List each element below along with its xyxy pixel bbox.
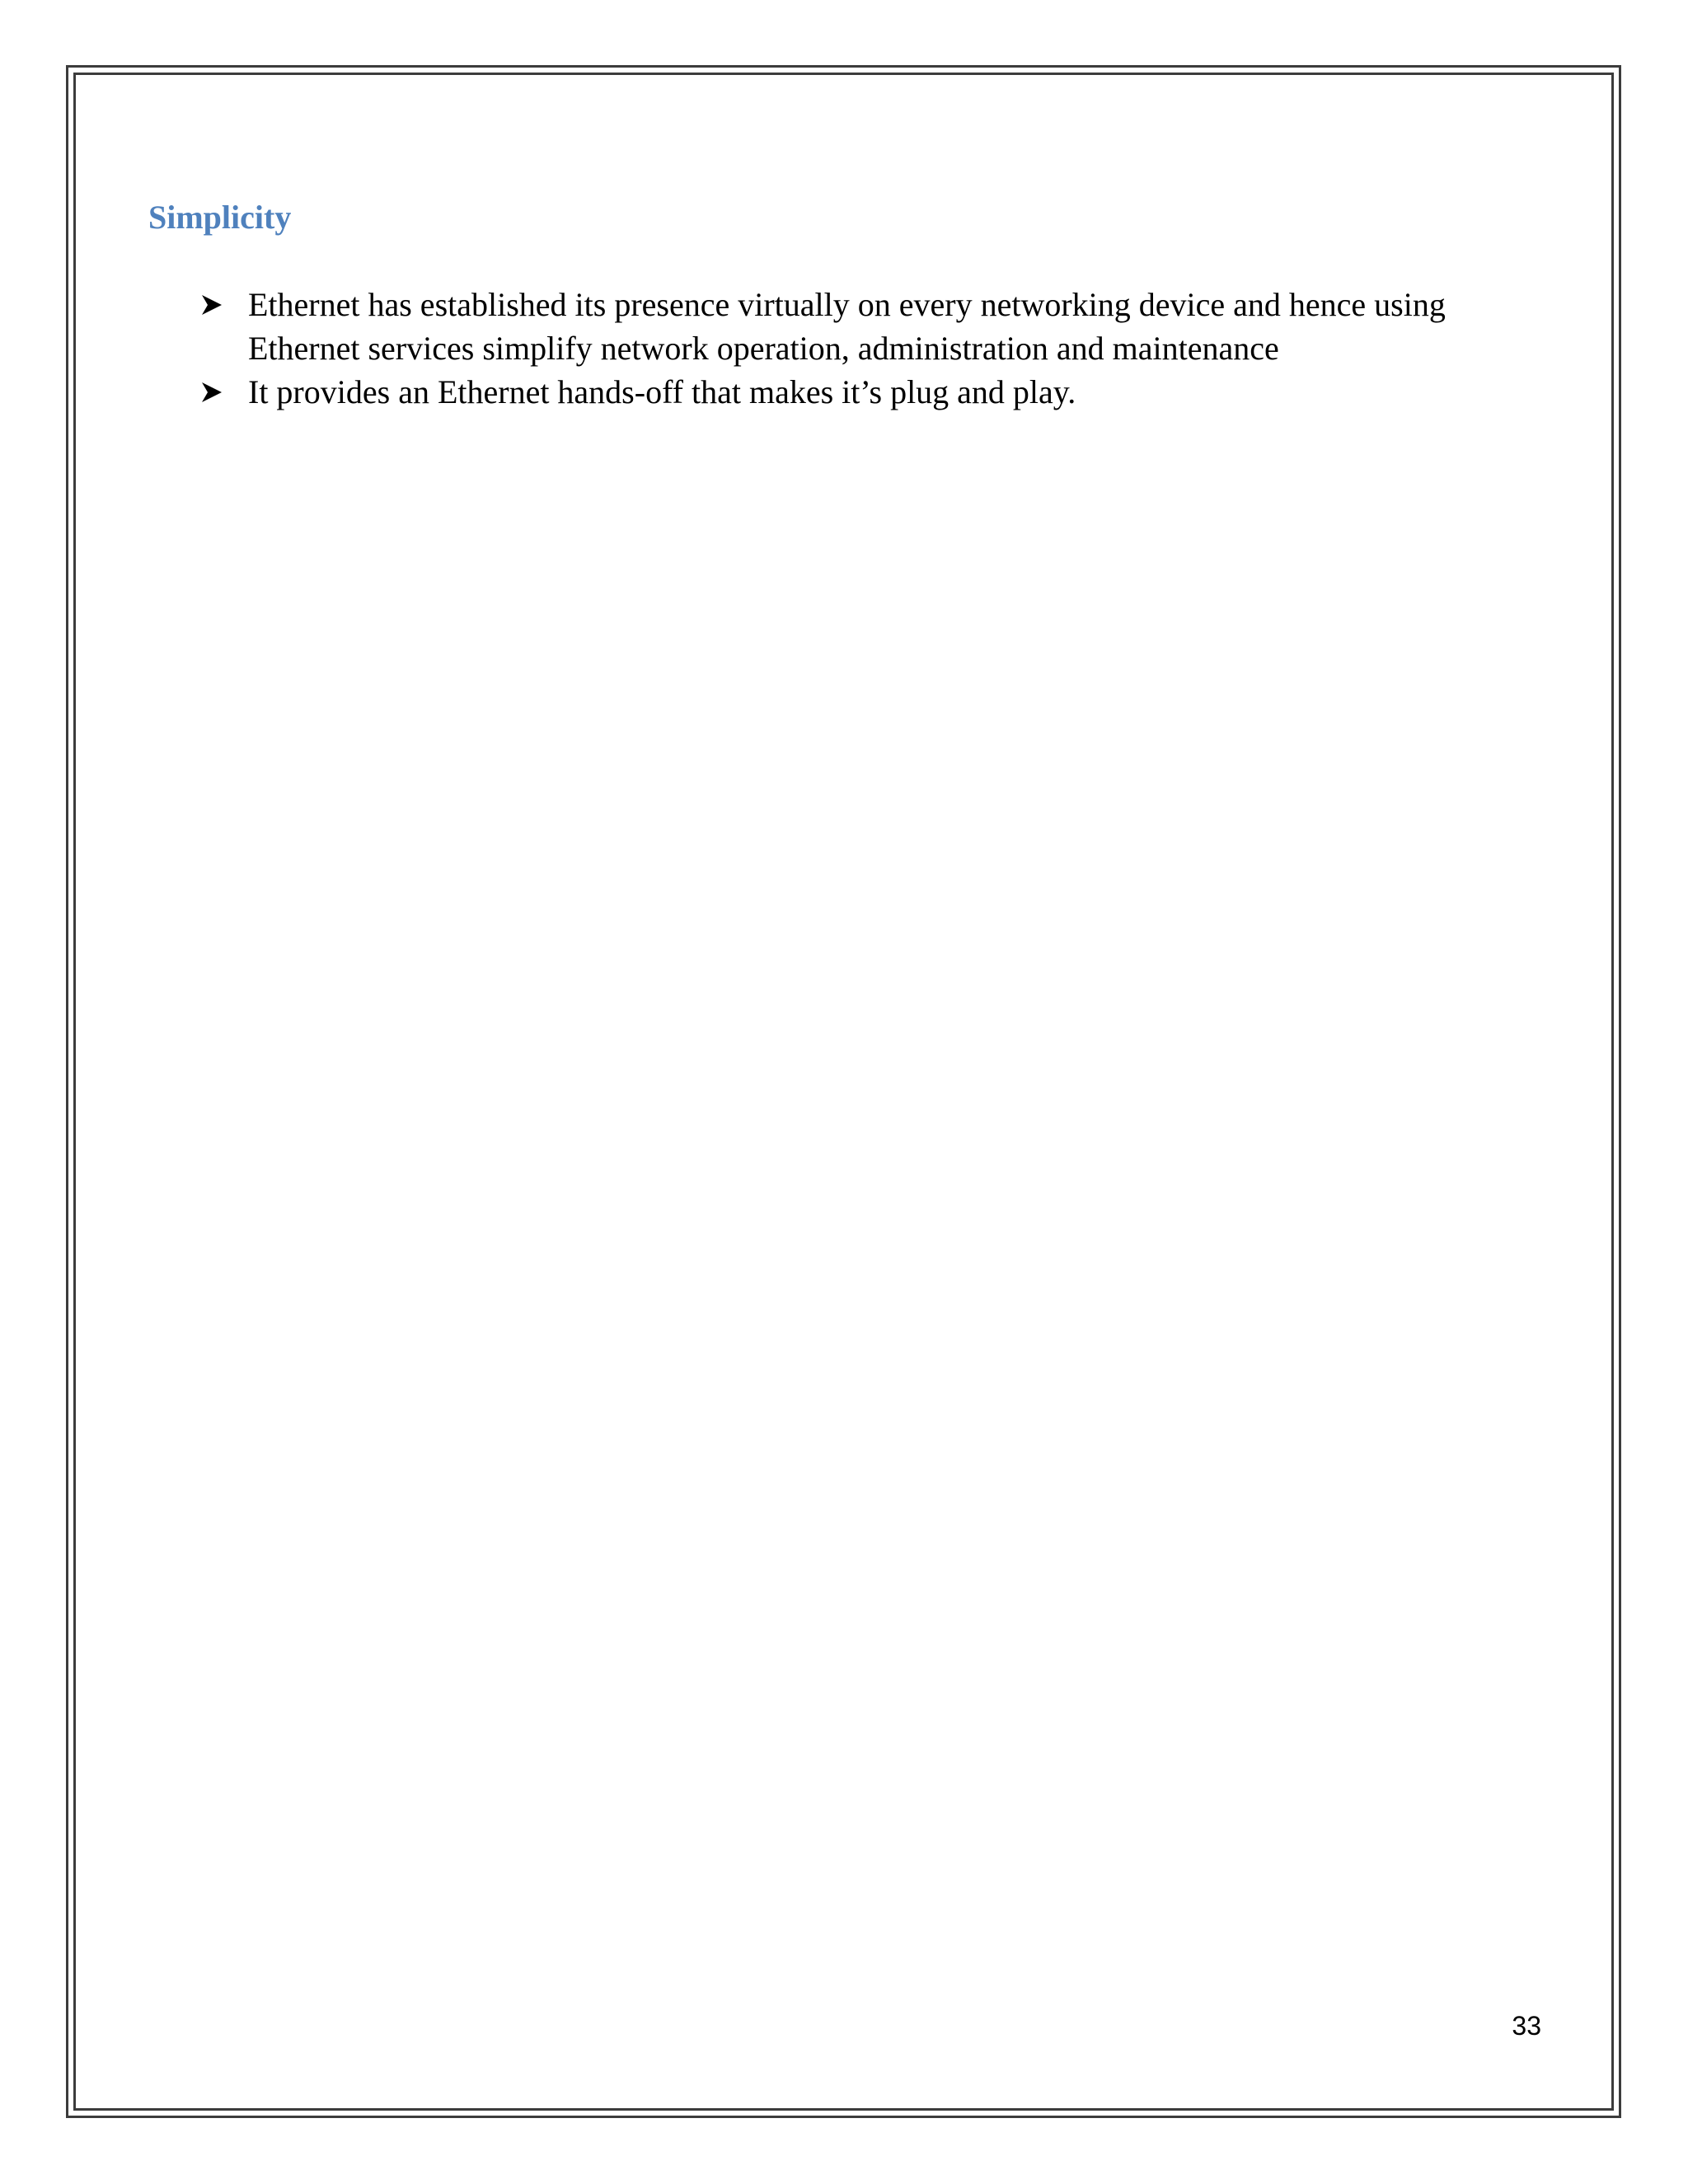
- list-item: [200, 283, 1552, 370]
- bullet-text: It provides an Ethernet hands-off that makes it’s plug and play.: [248, 373, 1076, 410]
- arrowhead-bullet-icon: [200, 283, 233, 326]
- bullet-text: Ethernet has established its presence virtually on every networking device and hence using Ethernet services simplify network operation, administration and maintenance: [248, 286, 1446, 367]
- section-heading: Simplicity: [148, 199, 292, 236]
- arrowhead-bullet-icon: [200, 370, 233, 414]
- page-number: 33: [1512, 2011, 1541, 2041]
- bullet-list: [200, 283, 1552, 414]
- list-item: [200, 370, 1552, 414]
